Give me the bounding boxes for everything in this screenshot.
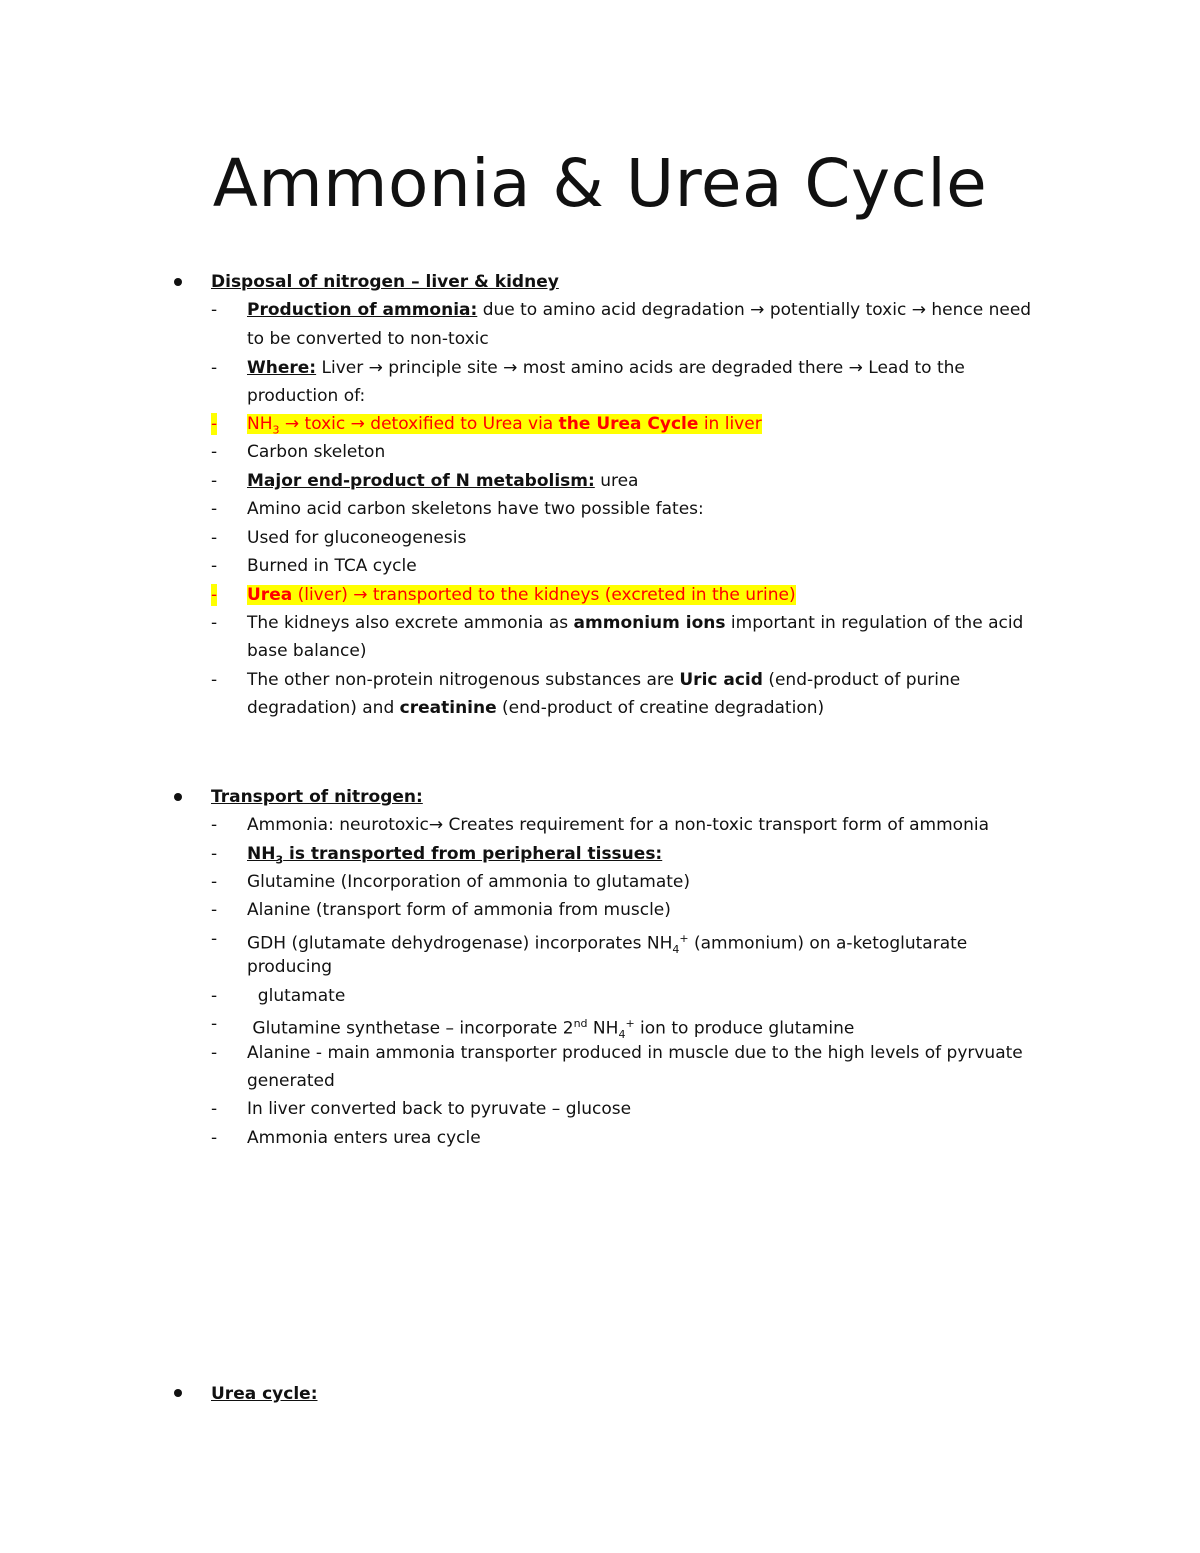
- in-liver-text: in liver: [698, 414, 762, 434]
- dash-marker: -: [211, 585, 218, 605]
- creatine-degradation-text: (end-product of creatine degradation): [496, 698, 825, 718]
- nh4-subscript: 4: [672, 943, 680, 957]
- creatinine-bold: creatinine: [399, 698, 497, 718]
- dash-marker: -: [211, 872, 218, 892]
- nh3-text: NH: [247, 844, 276, 864]
- section-heading-disposal: Disposal of nitrogen – liver & kidney: [211, 272, 559, 292]
- dash-marker: -: [211, 613, 218, 633]
- nh3-detox-text: → toxic → detoxified to Urea via: [279, 414, 559, 434]
- dash-marker: -: [211, 844, 218, 864]
- where-continuation: production of:: [247, 386, 366, 406]
- other-substances-end: (end-product of purine: [762, 670, 961, 690]
- dash-marker: -: [211, 986, 218, 1006]
- bullet-icon: [174, 278, 182, 286]
- other-substances-text: The other non-protein nitrogenous substances are: [247, 670, 680, 690]
- gdh-text-end: (ammonium) on a-ketoglutarate: [688, 933, 968, 954]
- nh4-superscript: +: [625, 1017, 635, 1030]
- ammonia-enters-text: Ammonia enters urea cycle: [247, 1128, 481, 1148]
- synthetase-text: Glutamine synthetase – incorporate 2: [247, 1018, 574, 1039]
- ordinal-superscript: nd: [573, 1017, 588, 1030]
- major-end-product-label: Major end-product of N metabolism:: [247, 471, 595, 491]
- dash-marker: -: [211, 358, 218, 378]
- where-label: Where:: [247, 358, 317, 378]
- urea-cycle-bold: the Urea Cycle: [558, 414, 699, 434]
- dash-marker: -: [211, 1043, 218, 1063]
- dash-marker: -: [211, 528, 218, 548]
- amino-fates-text: Amino acid carbon skeletons have two possible fates:: [247, 499, 704, 519]
- nh4-superscript: +: [679, 932, 689, 945]
- major-end-product-text: urea: [594, 471, 639, 491]
- production-label: Production of ammonia:: [247, 300, 478, 320]
- alanine-text: Alanine (transport form of ammonia from muscle): [247, 900, 671, 920]
- bullet-icon: [174, 1389, 182, 1397]
- dash-marker: -: [211, 929, 218, 949]
- dash-marker: -: [211, 1128, 218, 1148]
- alanine-main-text: Alanine - main ammonia transporter produced in muscle due to the high levels of pyrvuate: [247, 1043, 1023, 1063]
- synthetase-text-end: ion to produce glutamine: [634, 1018, 855, 1039]
- nh4-subscript: 4: [618, 1028, 626, 1042]
- dash-marker: -: [211, 499, 218, 519]
- dash-marker: -: [211, 300, 218, 320]
- gdh-text: GDH (glutamate dehydrogenase) incorporates NH: [247, 933, 673, 954]
- dash-marker: -: [211, 1014, 218, 1034]
- section-heading-urea-cycle: Urea cycle:: [211, 1384, 318, 1404]
- bullet-icon: [174, 793, 182, 801]
- gluconeogenesis-text: Used for gluconeogenesis: [247, 528, 467, 548]
- uric-acid-bold: Uric acid: [679, 670, 763, 690]
- glutamate-text: glutamate: [247, 986, 346, 1006]
- alanine-continuation: generated: [247, 1071, 335, 1091]
- tca-cycle-text: Burned in TCA cycle: [247, 556, 417, 576]
- production-text: due to amino acid degradation → potentially toxic → hence need: [477, 300, 1032, 320]
- nh4-text: NH: [587, 1018, 619, 1039]
- dash-marker: -: [211, 471, 218, 491]
- section-heading-transport: Transport of nitrogen:: [211, 787, 423, 807]
- kidney-text-end: important in regulation of the acid: [725, 613, 1024, 633]
- where-text: Liver → principle site → most amino acids are degraded there → Lead to the: [316, 358, 965, 378]
- kidney-continuation: base balance): [247, 641, 367, 661]
- degradation-text: degradation) and: [247, 698, 400, 718]
- dash-marker: -: [211, 670, 218, 690]
- ammonia-neurotoxic-text: Ammonia: neurotoxic→ Creates requirement for a non-toxic transport form of ammonia: [247, 815, 989, 835]
- liver-conversion-text: In liver converted back to pyruvate – glucose: [247, 1099, 632, 1119]
- glutamine-text: Glutamine (Incorporation of ammonia to glutamate): [247, 872, 691, 892]
- urea-bold: Urea: [247, 585, 293, 605]
- carbon-skeleton-text: Carbon skeleton: [247, 442, 386, 462]
- gdh-continuation: producing: [247, 957, 333, 977]
- dash-marker: -: [211, 556, 218, 576]
- production-continuation: to be converted to non-toxic: [247, 329, 489, 349]
- nh3-text: NH: [247, 414, 273, 434]
- dash-marker: -: [211, 442, 218, 462]
- dash-marker: -: [211, 900, 218, 920]
- page-title: Ammonia & Urea Cycle: [212, 145, 988, 222]
- dash-marker: -: [211, 815, 218, 835]
- ammonium-ions-bold: ammonium ions: [573, 613, 726, 633]
- dash-marker: -: [211, 1099, 218, 1119]
- urea-transport-text: (liver) → transported to the kidneys (excreted in the urine): [292, 585, 796, 605]
- kidney-text: The kidneys also excrete ammonia as: [247, 613, 574, 633]
- dash-marker: -: [211, 414, 218, 434]
- nh3-subscript: 3: [275, 853, 284, 867]
- nh3-subscript: 3: [272, 423, 280, 437]
- nh3-transport-text: is transported from peripheral tissues:: [283, 844, 663, 864]
